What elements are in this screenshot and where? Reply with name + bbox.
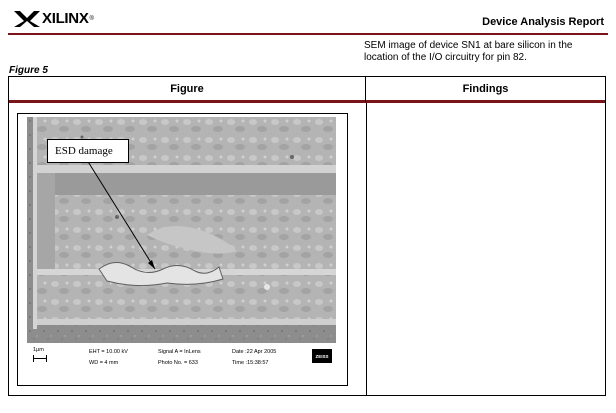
zeiss-logo: ZEISS <box>312 349 332 363</box>
findings-text: SEM image of device SN1 at bare silicon in the location of the I/O circuitry for pin 82. <box>364 40 573 63</box>
report-title: Device Analysis Report <box>482 16 604 28</box>
logo-trademark: ® <box>89 15 94 22</box>
figure-column-header: Figure <box>9 77 366 103</box>
xilinx-logo-icon <box>14 11 40 27</box>
xilinx-logo <box>14 10 94 27</box>
logo-text: XILINX <box>42 10 89 27</box>
scale-label: 1µm <box>33 347 44 353</box>
photo-number: Photo No. = 633 <box>158 360 198 366</box>
scale-bar <box>33 358 47 359</box>
findings-column-header: Findings <box>366 77 605 103</box>
wd-value: WD = 4 mm <box>89 360 119 366</box>
sem-info-bar <box>27 343 336 371</box>
esd-damage-callout: ESD damage <box>47 139 129 163</box>
capture-time: Time :15:38:57 <box>232 360 269 366</box>
column-divider <box>366 103 367 395</box>
signal-value: Signal A = InLens <box>158 349 201 355</box>
capture-date: Date :22 Apr 2005 <box>232 349 277 355</box>
header-divider <box>8 33 608 35</box>
figure-label: Figure 5 <box>9 65 48 76</box>
eht-value: EHT = 10.00 kV <box>89 349 128 355</box>
scale-bar-tick-right <box>46 355 47 362</box>
